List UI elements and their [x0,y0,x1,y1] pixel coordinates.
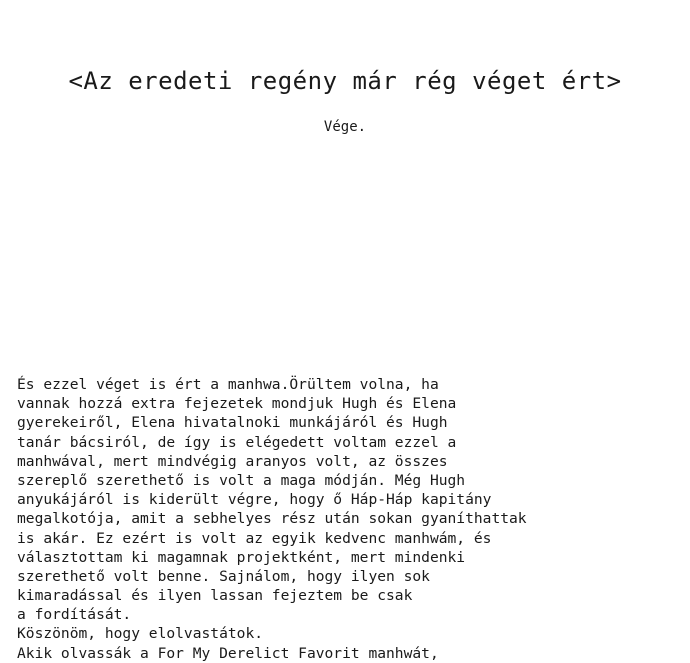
note-line: megalkotója, amit a sebhelyes rész után sokan gyaníthattak [17,510,527,528]
note-line: is akár. Ez ezért is volt az egyik kedvenc manhwám, és [17,529,492,547]
note-line: tanár bácsiról, de így is elégedett voltam ezzel a [17,433,457,451]
note-line: És ezzel véget is ért a manhwa.Örültem volna, ha [17,376,439,393]
page-title: <Az eredeti regény már rég véget ért> [68,67,622,95]
note-line: gyerekeiről, Elena hivatalnoki munkájáról és Hugh [17,414,448,432]
note-line: vannak hozzá extra fejezetek mondjuk Hugh és Elena [17,395,457,413]
translator-note [17,375,677,663]
note-line: szereplő szerethető is volt a maga módján. Még Hugh [17,471,466,489]
note-line: Köszönöm, hogy elolvastátok. [17,625,264,643]
note-line: szerethető volt benne. Sajnálom, hogy ilyen sok [17,567,430,585]
note-line: kimaradással és ilyen lassan fejeztem be csak [17,587,413,605]
note-line: Akik olvassák a For My Derelict Favorit manhwát, [17,644,439,662]
note-line: választottam ki magamnak projektként, mert mindenki [17,548,466,566]
page-subtitle: Vége. [323,119,367,135]
note-line: a fordítását. [17,606,132,624]
note-line: manhwával, mert mindvégig aranyos volt, az összes [17,452,448,470]
note-line: anyukájáról is kiderült végre, hogy ő Háp-Háp kapitány [17,491,492,509]
